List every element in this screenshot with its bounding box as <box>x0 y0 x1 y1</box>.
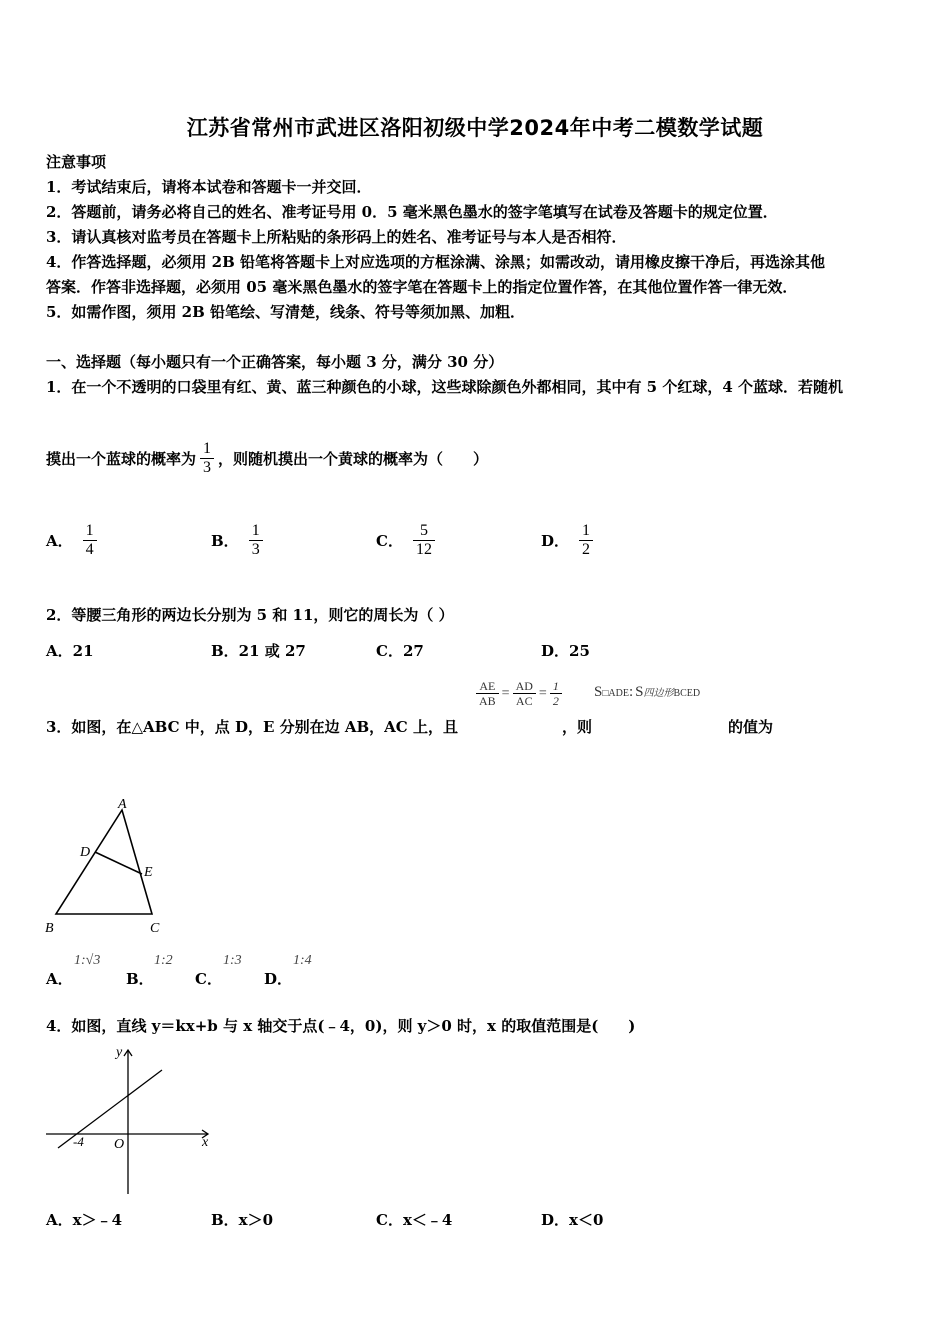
formula-fraction <box>513 679 536 708</box>
q4-stem: 4．如图，直线 y＝kx+b 与 x 轴交于点(﹣4，0)，则 y＞0 时，x 的取值范围是( ) <box>46 1017 636 1035</box>
q3-option-c-value: 1:3 <box>223 953 242 968</box>
fraction-denominator: 2 <box>550 693 562 708</box>
notice-heading: 注意事项 <box>46 153 107 171</box>
q1-line2-post: ，则随机摸出一个黄球的概率为（ ） <box>218 449 489 468</box>
q4-option-b[interactable]: B．x＞0 <box>211 1211 274 1229</box>
q3-option-b-value: 1:2 <box>154 953 173 968</box>
option-label: C． <box>376 532 403 550</box>
q1-line2 <box>46 440 488 477</box>
formula-fraction <box>550 679 562 708</box>
notice-item: 4．作答选择题，必须用 2B 铅笔将答题卡上对应选项的方框涂满、涂黑；如需改动，请用橡皮擦干净后，再选涂其他 <box>46 253 826 271</box>
fraction-numerator: 1 <box>203 440 212 457</box>
option-fraction <box>579 522 593 559</box>
vertex-a-label: A <box>118 797 127 812</box>
fraction-numerator: AE <box>479 679 496 693</box>
q3-option-d-label[interactable]: D． <box>264 970 293 988</box>
q3-area-formula <box>594 684 700 701</box>
section-heading: 一、选择题（每小题只有一个正确答案，每小题 3 分，满分 30 分） <box>46 353 504 371</box>
fraction-numerator: 1 <box>552 679 559 693</box>
q2-option-c[interactable]: C．27 <box>376 642 424 660</box>
q4-option-c[interactable]: C．x＜﹣4 <box>376 1211 453 1229</box>
fraction-denominator: 4 <box>83 540 97 559</box>
option-fraction <box>413 522 435 559</box>
notice-item: 答案．作答非选择题，必须用 05 毫米黑色墨水的签字笔在答题卡上的指定位置作答，在其他位置作答一律无效． <box>46 278 798 296</box>
q3-stem-pre: 3．如图，在△ABC 中，点 D，E 分别在边 AB，AC 上，且 <box>46 718 458 736</box>
q3-ratio-formula <box>476 679 562 708</box>
q3-option-b-label[interactable]: B． <box>126 970 154 988</box>
q1-option-c[interactable] <box>376 522 435 559</box>
area-subscript: BCED <box>673 688 701 699</box>
area-symbol: S <box>635 684 644 700</box>
point-e-label: E <box>144 865 153 880</box>
q3-option-c-label[interactable]: C． <box>195 970 222 988</box>
q3-option-d-value: 1:4 <box>293 953 312 968</box>
option-fraction <box>249 522 263 559</box>
q1-option-a[interactable] <box>46 522 97 559</box>
vertex-c-label: C <box>150 921 160 936</box>
fraction-denominator: AC <box>513 693 536 708</box>
fraction-denominator: 3 <box>200 458 214 477</box>
q4-line-graph <box>40 1042 220 1202</box>
q1-option-d[interactable] <box>541 522 593 559</box>
x-axis-label: x <box>202 1135 209 1150</box>
q3-triangle-figure <box>40 790 170 940</box>
y-axis-label: y <box>116 1045 123 1060</box>
fraction-denominator: 3 <box>249 540 263 559</box>
fraction-numerator: 1 <box>85 522 94 539</box>
q2-option-a[interactable]: A．21 <box>46 642 94 660</box>
option-label: A． <box>46 532 73 550</box>
q3-option-a-value: 1:√3 <box>74 953 101 968</box>
q1-option-b[interactable] <box>211 522 263 559</box>
fraction-denominator: AB <box>476 693 499 708</box>
q3-stem-post: 的值为 <box>728 718 774 736</box>
area-subscript: □ADE <box>602 688 629 699</box>
option-fraction <box>83 522 97 559</box>
q3-stem-mid: ，则 <box>562 718 593 736</box>
notice-item: 2．答题前，请务必将自己的姓名、准考证号用 0．5 毫米黑色墨水的签字笔填写在试卷及答题卡的规定位置． <box>46 203 778 221</box>
q1-line2-pre: 摸出一个蓝球的概率为 <box>46 449 197 468</box>
triangle-abc <box>56 810 152 914</box>
q2-option-d[interactable]: D．25 <box>541 642 590 660</box>
notice-item: 3．请认真核对监考员在答题卡上所粘贴的条形码上的姓名、准考证号与本人是否相符． <box>46 228 627 246</box>
fraction-denominator: 2 <box>579 540 593 559</box>
fraction-numerator: AD <box>515 679 533 693</box>
q3-option-a-label[interactable]: A． <box>46 970 73 988</box>
q1-line1: 1．在一个不透明的口袋里有红、黄、蓝三种颜色的小球，这些球除颜色外都相同，其中有 5 个红球，4 个蓝球．若随机 <box>46 378 843 396</box>
fraction-denominator: 12 <box>413 540 435 559</box>
option-label: D． <box>541 532 570 550</box>
option-label: B． <box>211 532 239 550</box>
equals-sign: = <box>538 685 547 701</box>
q2-stem: 2．等腰三角形的两边长分别为 5 和 11，则它的周长为（ ） <box>46 606 454 624</box>
fraction-numerator: 5 <box>419 522 428 539</box>
equals-sign: = <box>501 685 510 701</box>
q2-option-b[interactable]: B．21 或 27 <box>211 642 306 660</box>
fraction-numerator: 1 <box>251 522 260 539</box>
notice-item: 1．考试结束后，请将本试卷和答题卡一并交回． <box>46 178 372 196</box>
formula-fraction <box>476 679 499 708</box>
page-title: 江苏省常州市武进区洛阳初级中学2024年中考二模数学试题 <box>186 116 764 140</box>
notice-item: 5．如需作图，须用 2B 铅笔绘、写清楚，线条、符号等须加黑、加粗． <box>46 303 525 321</box>
area-subscript: 四边形 <box>643 688 674 699</box>
area-symbol: S <box>594 684 603 700</box>
vertex-b-label: B <box>45 921 54 936</box>
q4-option-d[interactable]: D．x＜0 <box>541 1211 604 1229</box>
point-d-label: D <box>80 845 91 860</box>
q4-option-a[interactable]: A．x＞﹣4 <box>46 1211 123 1229</box>
q1-fraction <box>200 440 214 477</box>
ratio-colon: : <box>628 684 634 700</box>
fraction-numerator: 1 <box>582 522 591 539</box>
intercept-label: -4 <box>73 1134 84 1149</box>
origin-label: O <box>114 1137 125 1152</box>
